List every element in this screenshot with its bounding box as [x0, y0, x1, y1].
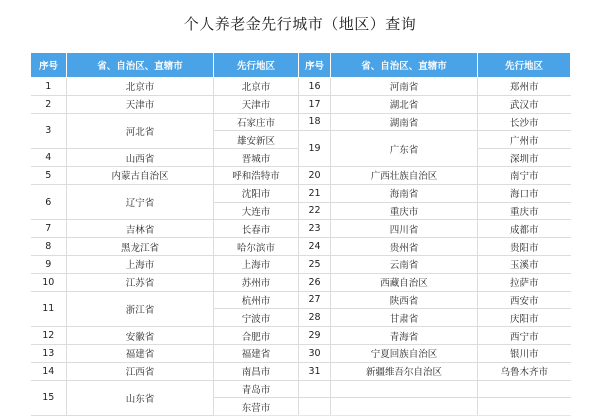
- left-province-cell: 内蒙古自治区: [67, 166, 214, 184]
- right-city-cell: 银川市: [478, 344, 571, 362]
- right-city-cell: 海口市: [478, 184, 571, 202]
- right-province-cell: 贵州省: [331, 238, 478, 256]
- left-province-cell: 吉林省: [67, 220, 214, 238]
- left-row-number: 1: [31, 78, 67, 96]
- right-city-cell: 西宁市: [478, 327, 571, 345]
- right-row-number: 26: [299, 273, 331, 291]
- table-row: [31, 184, 571, 202]
- left-province-cell: 江西省: [67, 362, 214, 380]
- right-province-cell: 青海省: [331, 327, 478, 345]
- table-row: [31, 95, 571, 113]
- right-row-number: 20: [299, 166, 331, 184]
- left-city-cell: 大连市: [214, 202, 299, 220]
- right-empty-no: [299, 380, 331, 398]
- table-body: [31, 78, 571, 416]
- right-row-number: 29: [299, 327, 331, 345]
- table-row: [31, 273, 571, 291]
- left-row-number: 4: [31, 149, 67, 167]
- page-title: 个人养老金先行城市（地区）查询: [183, 15, 417, 33]
- right-empty-no: [299, 398, 331, 416]
- table-header-row: [31, 53, 571, 78]
- left-city-cell: 石家庄市: [214, 113, 299, 131]
- right-city-cell: 成都市: [478, 220, 571, 238]
- table-row: [31, 362, 571, 380]
- right-city-cell: 长沙市: [478, 113, 571, 131]
- left-row-number: 15: [31, 380, 67, 416]
- table-row: [31, 291, 571, 309]
- left-city-cell: 北京市: [214, 78, 299, 96]
- right-empty-province: [331, 398, 478, 416]
- table-row: [31, 220, 571, 238]
- right-province-cell: 湖北省: [331, 95, 478, 113]
- left-row-number: 6: [31, 184, 67, 220]
- right-province-cell: 四川省: [331, 220, 478, 238]
- right-city-cell: 重庆市: [478, 202, 571, 220]
- right-row-number: 28: [299, 309, 331, 327]
- header-no-right: 序号: [299, 53, 331, 78]
- left-row-number: 10: [31, 273, 67, 291]
- right-city-cell: 南宁市: [478, 166, 571, 184]
- right-row-number: 24: [299, 238, 331, 256]
- left-city-cell: 宁波市: [214, 309, 299, 327]
- right-empty-city: [478, 398, 571, 416]
- left-city-cell: 天津市: [214, 95, 299, 113]
- right-city-cell: 贵阳市: [478, 238, 571, 256]
- right-row-number: 23: [299, 220, 331, 238]
- right-empty-city: [478, 380, 571, 398]
- table-row: [31, 380, 571, 398]
- left-city-cell: 南昌市: [214, 362, 299, 380]
- left-row-number: 2: [31, 95, 67, 113]
- left-province-cell: 山东省: [67, 380, 214, 416]
- table-row: [31, 78, 571, 96]
- right-province-cell: 云南省: [331, 255, 478, 273]
- table-row: [31, 344, 571, 362]
- pilot-cities-table: [30, 52, 571, 416]
- left-province-cell: 辽宁省: [67, 184, 214, 220]
- left-city-cell: 苏州市: [214, 273, 299, 291]
- table-row: [31, 255, 571, 273]
- left-province-cell: 天津市: [67, 95, 214, 113]
- right-province-cell: 广西壮族自治区: [331, 166, 478, 184]
- left-row-number: 9: [31, 255, 67, 273]
- left-city-cell: 合肥市: [214, 327, 299, 345]
- right-city-cell: 武汉市: [478, 95, 571, 113]
- left-city-cell: 呼和浩特市: [214, 166, 299, 184]
- header-city-right: 先行地区: [478, 53, 571, 78]
- right-city-cell: 西安市: [478, 291, 571, 309]
- table-row: [31, 238, 571, 256]
- right-province-cell: 河南省: [331, 78, 478, 96]
- left-city-cell: 晋城市: [214, 149, 299, 167]
- right-empty-province: [331, 380, 478, 398]
- right-row-number: 27: [299, 291, 331, 309]
- right-row-number: 21: [299, 184, 331, 202]
- right-row-number: 18: [299, 113, 331, 131]
- header-city-left: 先行地区: [214, 53, 299, 78]
- left-city-cell: 东营市: [214, 398, 299, 416]
- left-row-number: 8: [31, 238, 67, 256]
- header-province-right: 省、自治区、直辖市: [331, 53, 478, 78]
- left-row-number: 13: [31, 344, 67, 362]
- left-province-cell: 黑龙江省: [67, 238, 214, 256]
- right-city-cell: 乌鲁木齐市: [478, 362, 571, 380]
- right-row-number: 31: [299, 362, 331, 380]
- right-province-cell: 海南省: [331, 184, 478, 202]
- right-province-cell: 宁夏回族自治区: [331, 344, 478, 362]
- right-row-number: 22: [299, 202, 331, 220]
- right-city-cell: 深圳市: [478, 149, 571, 167]
- right-row-number: 17: [299, 95, 331, 113]
- table-row: [31, 327, 571, 345]
- left-province-cell: 山西省: [67, 149, 214, 167]
- right-row-number: 30: [299, 344, 331, 362]
- right-row-number: 16: [299, 78, 331, 96]
- left-row-number: 3: [31, 113, 67, 149]
- table-row: [31, 113, 571, 131]
- right-province-cell: 重庆市: [331, 202, 478, 220]
- left-city-cell: 杭州市: [214, 291, 299, 309]
- right-province-cell: 陕西省: [331, 291, 478, 309]
- left-province-cell: 安徽省: [67, 327, 214, 345]
- right-city-cell: 广州市: [478, 131, 571, 149]
- right-province-cell: 甘肃省: [331, 309, 478, 327]
- left-row-number: 14: [31, 362, 67, 380]
- left-city-cell: 上海市: [214, 255, 299, 273]
- left-row-number: 11: [31, 291, 67, 327]
- left-province-cell: 河北省: [67, 113, 214, 149]
- left-province-cell: 江苏省: [67, 273, 214, 291]
- left-city-cell: 长春市: [214, 220, 299, 238]
- left-province-cell: 浙江省: [67, 291, 214, 327]
- left-city-cell: 哈尔滨市: [214, 238, 299, 256]
- header-no-left: 序号: [31, 53, 67, 78]
- left-city-cell: 福建省: [214, 344, 299, 362]
- left-city-cell: 雄安新区: [214, 131, 299, 149]
- left-row-number: 12: [31, 327, 67, 345]
- left-province-cell: 上海市: [67, 255, 214, 273]
- right-row-number: 19: [299, 131, 331, 167]
- header-province-left: 省、自治区、直辖市: [67, 53, 214, 78]
- left-province-cell: 北京市: [67, 78, 214, 96]
- right-province-cell: 广东省: [331, 131, 478, 167]
- left-city-cell: 青岛市: [214, 380, 299, 398]
- right-province-cell: 新疆维吾尔自治区: [331, 362, 478, 380]
- table-row: [31, 166, 571, 184]
- left-row-number: 5: [31, 166, 67, 184]
- left-city-cell: 沈阳市: [214, 184, 299, 202]
- left-row-number: 7: [31, 220, 67, 238]
- right-city-cell: 庆阳市: [478, 309, 571, 327]
- right-row-number: 25: [299, 255, 331, 273]
- right-city-cell: 拉萨市: [478, 273, 571, 291]
- right-province-cell: 西藏自治区: [331, 273, 478, 291]
- right-city-cell: 郑州市: [478, 78, 571, 96]
- right-city-cell: 玉溪市: [478, 255, 571, 273]
- left-province-cell: 福建省: [67, 344, 214, 362]
- right-province-cell: 湖南省: [331, 113, 478, 131]
